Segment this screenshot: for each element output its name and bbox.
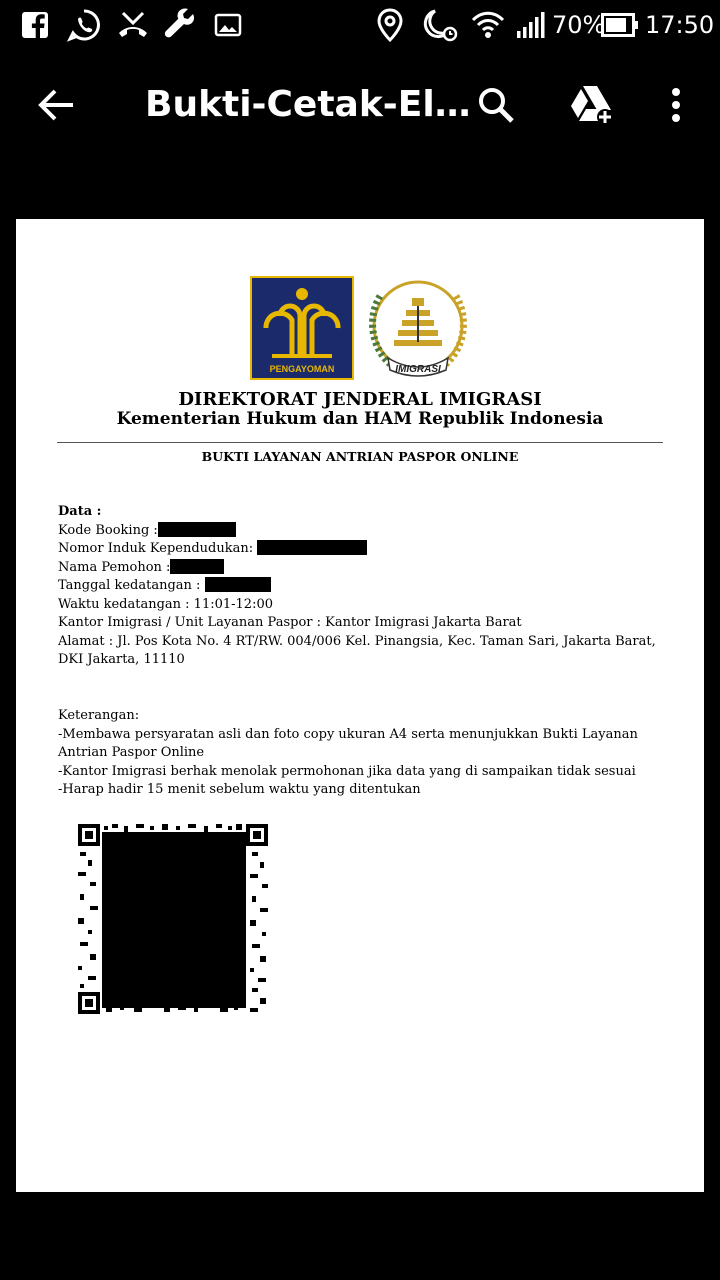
data-title: Data : <box>58 504 102 519</box>
search-button[interactable] <box>470 80 522 130</box>
note-item: -Harap hadir 15 menit sebelum waktu yang ditentukan <box>58 782 421 797</box>
waktu-row: Waktu kedatangan : 11:01-12:00 <box>58 596 273 612</box>
wrench-icon <box>162 8 198 42</box>
tanggal-label: Tanggal kedatangan : <box>58 578 201 593</box>
nama-label: Nama Pemohon : <box>58 559 171 575</box>
add-to-drive-button[interactable] <box>565 80 619 130</box>
nama-row <box>58 559 678 578</box>
note-item: -Kantor Imigrasi berhak menolak permohonan jika data yang di sampaikan tidak sesuai <box>58 763 636 779</box>
document-subheading: BUKTI LAYANAN ANTRIAN PASPOR ONLINE <box>201 449 519 464</box>
battery-percent: 70% <box>552 11 606 39</box>
nik-label: Nomor Induk Kependudukan: <box>58 541 254 556</box>
image-icon <box>213 8 243 42</box>
logo-caption-right: IMIGRASI <box>395 364 441 375</box>
keterangan-title: Keterangan: <box>58 708 140 723</box>
add-to-drive-icon <box>569 84 615 126</box>
battery-icon <box>601 8 639 42</box>
redacted-nik <box>257 540 367 555</box>
redacted-nama <box>170 559 224 574</box>
logo-caption-left: PENGAYOMAN <box>269 364 335 374</box>
imigrasi-emblem <box>360 276 476 382</box>
nik-row <box>58 540 678 559</box>
more-options-icon <box>670 87 682 123</box>
note-item: -Membawa persyaratan asli dan foto copy ukuran A4 serta menunjukkan Bukti Layanan Antrian Paspor Online <box>58 726 638 760</box>
wifi-icon <box>470 8 506 42</box>
back-arrow-icon <box>37 88 75 122</box>
night-mode-alarm-icon <box>420 8 460 42</box>
alamat-row: Alamat : Jl. Pos Kota No. 4 RT/RW. 004/006 Kel. Pinangsia, Kec. Taman Sari, Jakarta Barat, DKI Jakarta, 11110 <box>58 633 656 667</box>
heading-ministry: Kementerian Hukum dan HAM Republik Indonesia <box>116 409 604 429</box>
status-bar <box>0 0 720 50</box>
qr-code <box>78 824 268 1014</box>
kode-booking-label: Kode Booking : <box>58 522 158 538</box>
location-icon <box>375 8 405 42</box>
more-options-button[interactable] <box>656 80 696 130</box>
missed-call-icon <box>116 8 150 42</box>
redacted-kode-booking <box>158 522 236 537</box>
facebook-icon <box>20 8 50 42</box>
data-section <box>58 503 678 670</box>
search-icon <box>476 85 516 125</box>
pengayoman-logo <box>250 276 354 380</box>
document-title: Bukti-Cetak-El… <box>145 84 471 125</box>
back-button[interactable] <box>30 80 82 130</box>
tanggal-row <box>58 577 678 596</box>
redacted-tanggal <box>205 577 271 592</box>
kantor-row: Kantor Imigrasi / Unit Layanan Paspor : Kantor Imigrasi Jakarta Barat <box>58 615 522 630</box>
header-logos <box>250 276 480 384</box>
header-divider <box>57 442 663 443</box>
keterangan-section <box>58 707 678 800</box>
clock: 17:50 <box>645 11 715 39</box>
document-page <box>16 219 704 1192</box>
kode-booking-row <box>58 522 678 541</box>
signal-icon <box>515 8 547 42</box>
whatsapp-icon <box>66 8 102 42</box>
heading-directorate: DIREKTORAT JENDERAL IMIGRASI <box>178 389 542 410</box>
